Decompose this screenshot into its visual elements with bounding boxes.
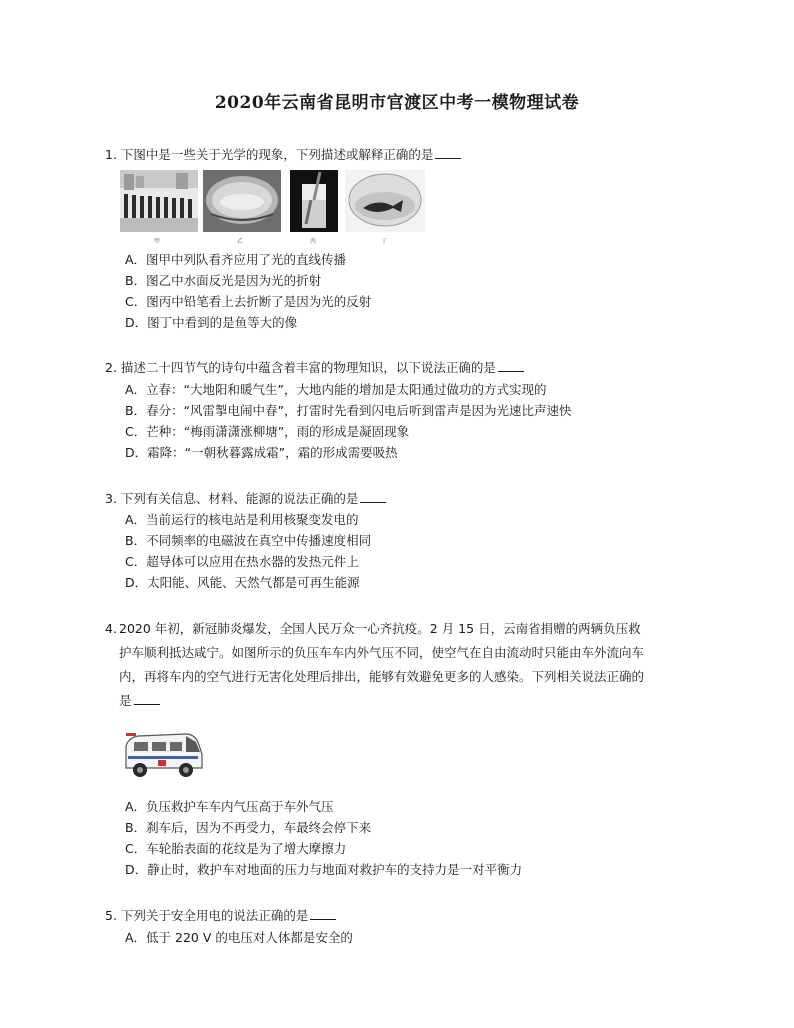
figure-water-reflection-image xyxy=(203,170,281,245)
question-2-option-d: D．霜降：“一朝秋暮露成霜”，霜的形成需要吸热 xyxy=(125,445,398,460)
ambulance-image xyxy=(120,728,206,784)
question-3 xyxy=(105,489,705,509)
question-number: 4. xyxy=(105,621,117,636)
figure-caption-ding: 丁 xyxy=(381,238,388,245)
answer-blank xyxy=(498,359,524,372)
question-4-option-c: C．车轮胎表面的花纹是为了增大摩擦力 xyxy=(125,841,347,856)
figure-caption-jia: 甲 xyxy=(154,238,161,245)
question-4-option-b: B．刹车后，因为不再受力，车最终会停下来 xyxy=(125,820,372,835)
question-2-option-b: B．春分：“风雷掣电闹中春”，打雷时先看到闪电后听到雷声是因为光速比声速快 xyxy=(125,403,572,418)
question-3-option-c: C．超导体可以应用在热水器的发热元件上 xyxy=(125,554,359,569)
question-number: 2. xyxy=(105,360,117,375)
question-stem: 下图中是一些关于光学的现象，下列描述或解释正确的是 xyxy=(120,147,434,162)
question-4-option-d: D．静止时，救护车对地面的压力与地面对救护车的支持力是一对平衡力 xyxy=(125,862,523,877)
answer-blank xyxy=(435,146,461,159)
question-2-option-c: C．芒种：“梅雨潇潇涨柳塘”，雨的形成是凝固现象 xyxy=(125,424,410,439)
answer-blank xyxy=(310,907,336,920)
question-stem-line-3: 内，再将车内的空气进行无害化处理后排出，能够有效避免更多的人感染。下列相关说法正确的 xyxy=(119,669,645,684)
page-title: 2020年云南省昆明市官渡区中考一模物理试卷 xyxy=(214,93,580,113)
answer-blank xyxy=(360,490,386,503)
figure-soldiers-image xyxy=(120,170,198,245)
question-number: 3. xyxy=(105,491,117,506)
question-2 xyxy=(105,358,705,378)
question-3-option-a: A．当前运行的核电站是利用核聚变发电的 xyxy=(125,512,359,527)
figure-fish-bowl-image xyxy=(345,170,425,245)
question-stem-line-2: 护车顺利抵达咸宁。如图所示的负压车车内外气压不同，使空气在自由流动时只能由车外流向车 xyxy=(119,645,645,660)
answer-blank xyxy=(134,692,160,705)
question-stem: 下列有关信息、材料、能源的说法正确的是 xyxy=(120,491,359,506)
figure-pencil-glass-image xyxy=(290,170,338,245)
question-4 xyxy=(105,617,705,713)
question-number: 5. xyxy=(105,908,117,923)
question-stem: 描述二十四节气的诗句中蕴含着丰富的物理知识，以下说法正确的是 xyxy=(120,360,496,375)
question-2-option-a: A．立春：“大地阳和暖气生”，大地内能的增加是太阳通过做功的方式实现的 xyxy=(125,382,547,397)
question-1-option-d: D．图丁中看到的是鱼等大的像 xyxy=(125,315,298,330)
question-stem: 下列关于安全用电的说法正确的是 xyxy=(120,908,309,923)
question-number: 1. xyxy=(105,147,117,162)
question-3-option-b: B．不同频率的电磁波在真空中传播速度相同 xyxy=(125,533,372,548)
question-5-option-a: A．低于 220 V 的电压对人体都是安全的 xyxy=(125,930,353,945)
figure-caption-yi: 乙 xyxy=(237,238,244,245)
question-1-option-b: B．图乙中水面反光是因为光的折射 xyxy=(125,273,322,288)
question-stem-line-4: 是 xyxy=(119,693,132,708)
question-stem-line-1: 2020 年初，新冠肺炎爆发，全国人民万众一心齐抗疫。2 月 15 日，云南省捐赠的两辆负压救 xyxy=(119,621,641,636)
question-1-option-c: C．图丙中铅笔看上去折断了是因为光的反射 xyxy=(125,294,372,309)
question-3-option-d: D．太阳能、风能、天然气都是可再生能源 xyxy=(125,575,360,590)
question-4-option-a: A．负压救护车车内气压高于车外气压 xyxy=(125,799,334,814)
figure-caption-bing: 丙 xyxy=(310,238,317,245)
question-1-option-a: A．图甲中列队看齐应用了光的直线传播 xyxy=(125,252,347,267)
question-5 xyxy=(105,906,705,926)
question-1 xyxy=(105,145,705,165)
